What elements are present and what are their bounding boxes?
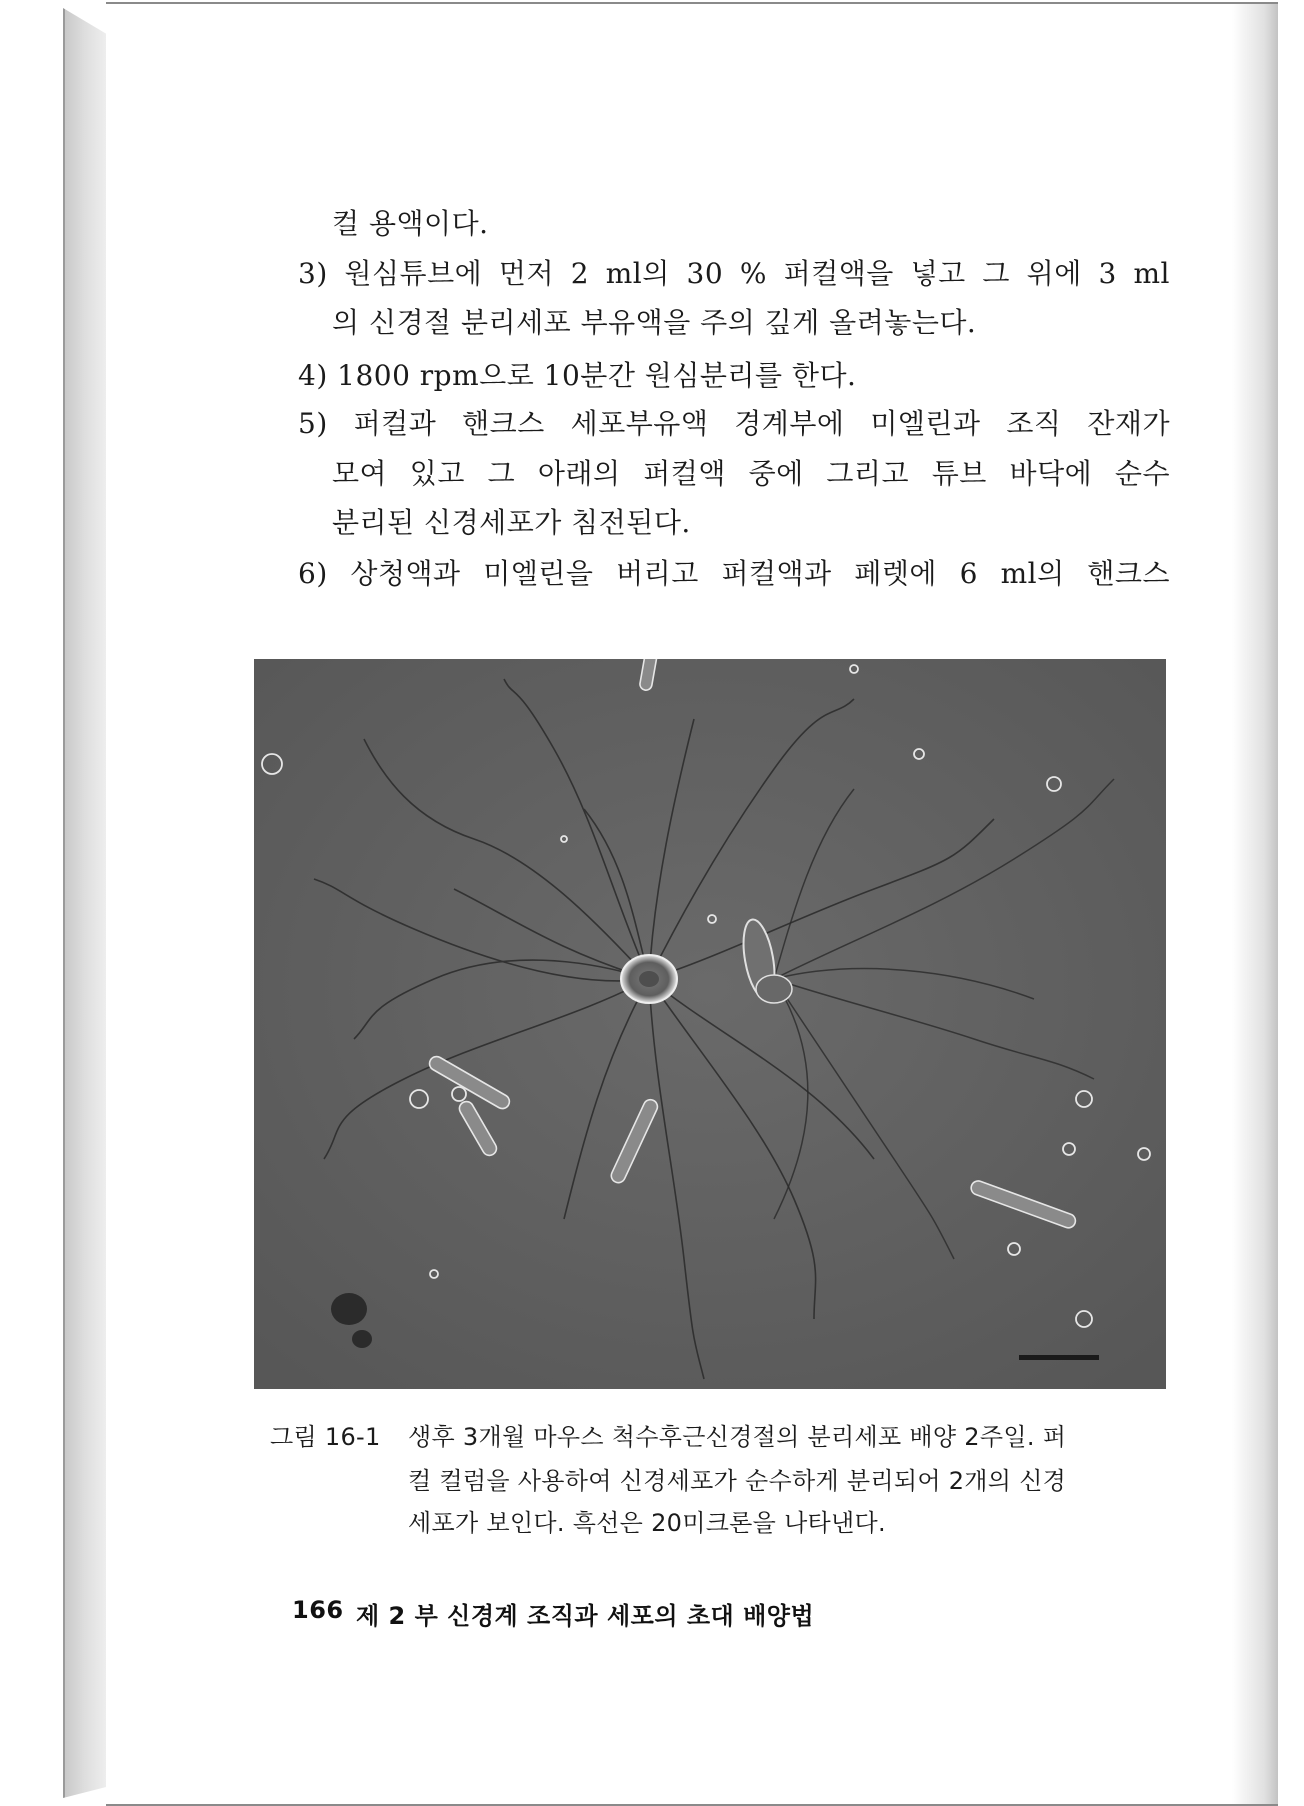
micrograph-figure [254, 659, 1166, 1389]
figure-caption-label: 그림 16-1 [270, 1423, 381, 1451]
body-line-4: 4) 1800 rpm으로 10분간 원심분리를 한다. [298, 359, 857, 392]
figure-caption-line-2: 컬 컬럼을 사용하여 신경세포가 순수하게 분리되어 2개의 신경 [408, 1467, 1067, 1495]
book-spine [63, 8, 110, 1798]
body-line-3: 의 신경절 분리세포 부유액을 주의 깊게 올려놓는다. [332, 306, 977, 339]
body-line-5: 5) 퍼컬과 핸크스 세포부유액 경계부에 미엘린과 조직 잔재가 [298, 407, 1170, 440]
body-line-2: 3) 원심튜브에 먼저 2 ml의 30 % 퍼컬액을 넣고 그 위에 3 ml [298, 257, 1170, 290]
running-title: 제 2 부 신경계 조직과 세포의 초대 배양법 [356, 1602, 815, 1630]
page-number: 166 [292, 1596, 344, 1624]
book-page [106, 2, 1278, 1806]
figure-caption-line-3: 세포가 보인다. 흑선은 20미크론을 나타낸다. [408, 1509, 886, 1537]
body-line-8: 6) 상청액과 미엘린을 버리고 퍼컬액과 페렛에 6 ml의 핸크스 [298, 557, 1170, 590]
body-line-7: 분리된 신경세포가 침전된다. [332, 506, 691, 539]
body-line-1: 컬 용액이다. [332, 207, 489, 240]
figure-caption-line-1: 생후 3개월 마우스 척수후근신경절의 분리세포 배양 2주일. 퍼 [408, 1423, 1067, 1451]
scale-bar [1019, 1355, 1099, 1360]
neuron-micrograph [254, 659, 1166, 1389]
page-edge-shadow [1232, 4, 1278, 1804]
body-line-6: 모여 있고 그 아래의 퍼컬액 중에 그리고 튜브 바닥에 순수 [332, 457, 1170, 490]
